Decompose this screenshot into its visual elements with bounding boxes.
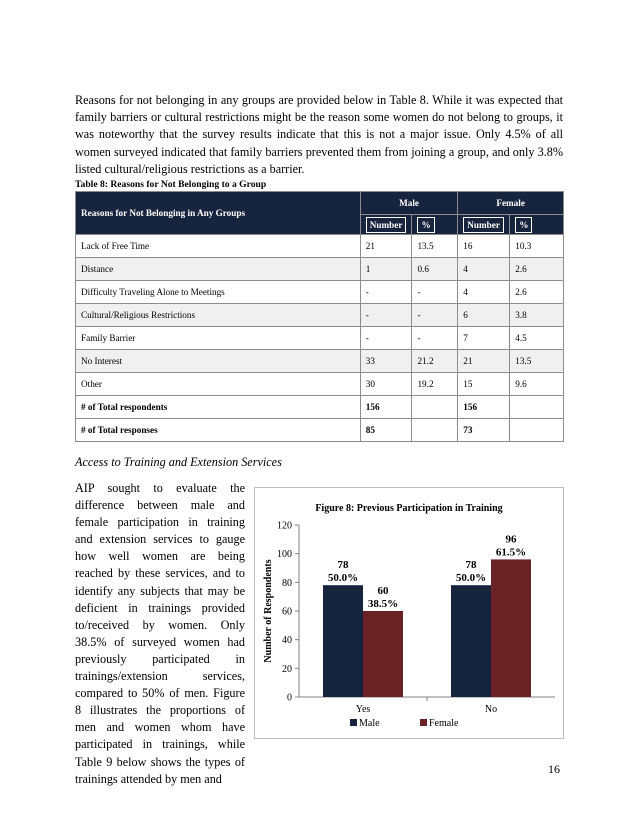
cell-male-number: -	[360, 304, 412, 327]
cell-female-pct: 3.8	[510, 304, 564, 327]
cell-male-pct: 0.6	[412, 258, 458, 281]
cell-empty	[510, 396, 564, 419]
y-tick-label: 100	[277, 549, 292, 561]
cell-female-pct: 2.6	[510, 281, 564, 304]
cell-male-number: 85	[360, 419, 412, 442]
cell-male-pct: -	[412, 327, 458, 350]
table-row	[76, 350, 564, 373]
cell-male-number: -	[360, 281, 412, 304]
row-label: Lack of Free Time	[76, 235, 361, 258]
y-tick-label: 0	[287, 692, 292, 704]
row-label: Family Barrier	[76, 327, 361, 350]
y-axis-label: Number of Respondents	[263, 559, 274, 663]
data-label-percent: 50.0%	[455, 572, 487, 585]
cell-female-number: 15	[458, 373, 510, 396]
cell-female-number: 21	[458, 350, 510, 373]
table-group-female: Female	[458, 192, 564, 215]
cell-male-number: 1	[360, 258, 412, 281]
table-caption: Table 8: Reasons for Not Belonging to a Group	[75, 179, 267, 190]
cell-empty	[510, 419, 564, 442]
table-subheader: Number	[458, 215, 510, 235]
cell-male-pct: -	[412, 304, 458, 327]
row-label: Distance	[76, 258, 361, 281]
cell-male-number: -	[360, 327, 412, 350]
x-tick-label: Yes	[355, 704, 371, 715]
data-label-percent: 38.5%	[367, 598, 399, 610]
cell-female-number: 73	[458, 419, 510, 442]
data-label-value: 60	[377, 585, 389, 597]
cell-male-pct: -	[412, 281, 458, 304]
body-paragraph: AIP sought to evaluate the difference between male and female participation in training and extension services to gauge how well women are being reached by these services, and to identify any subjects that may be deficient in trainings provided to/received by women. Only 38.5% of surveyed women had previously participated in trainings/extension services, compared to 50% of men. Figure 8 illustrates the proportions of men and women whom have participated in trainings, while Table 9 below shows the types of trainings attended by men and	[75, 481, 245, 786]
table-total-row	[76, 419, 564, 442]
bar-female-yes	[363, 611, 403, 697]
cell-female-pct: 4.5	[510, 327, 564, 350]
cell-male-pct: 13.5	[412, 235, 458, 258]
cell-male-number: 156	[360, 396, 412, 419]
cell-empty	[412, 419, 458, 442]
figure-8-chart	[254, 487, 564, 739]
cell-male-number: 30	[360, 373, 412, 396]
cell-female-pct: 10.3	[510, 235, 564, 258]
data-label-percent: 50.0%	[327, 572, 359, 585]
section-heading: Access to Training and Extension Services	[75, 455, 282, 469]
table-row	[76, 304, 564, 327]
table-subheader: %	[510, 215, 564, 235]
y-tick-label: 40	[282, 635, 292, 647]
table-group-male: Male	[360, 192, 457, 215]
legend-swatch-female	[420, 719, 427, 726]
data-label-value: 96	[505, 533, 517, 546]
data-label-percent: 61.5%	[495, 546, 527, 559]
row-label: Difficulty Traveling Alone to Meetings	[76, 281, 361, 304]
cell-male-pct: 19.2	[412, 373, 458, 396]
legend-label-female: Female	[429, 718, 459, 729]
data-label-value: 78	[465, 559, 477, 572]
cell-empty	[412, 396, 458, 419]
y-tick-label: 120	[277, 520, 292, 532]
table-total-row	[76, 396, 564, 419]
cell-female-number: 7	[458, 327, 510, 350]
cell-female-pct: 9.6	[510, 373, 564, 396]
legend-label-male: Male	[359, 718, 380, 729]
cell-female-number: 6	[458, 304, 510, 327]
cell-male-pct: 21.2	[412, 350, 458, 373]
table-row	[76, 281, 564, 304]
cell-female-number: 4	[458, 281, 510, 304]
chart-svg	[255, 488, 563, 738]
bar-male-no	[451, 585, 491, 697]
page-number: 16	[548, 762, 560, 776]
y-tick-label: 80	[282, 577, 292, 589]
cell-male-number: 33	[360, 350, 412, 373]
legend-swatch-male	[350, 719, 357, 726]
table-main-header: Reasons for Not Belonging in Any Groups	[76, 192, 361, 235]
table-row	[76, 235, 564, 258]
table-row	[76, 373, 564, 396]
intro-paragraph: Reasons for not belonging in any groups are provided below in Table 8. While it was expected that family barriers or cultural restrictions might be the reason some women do not belong to groups, it was noteworthy that the survey results indicate that this is not a major issue. Only 4.5% of all women surveyed indicated that family barriers prevented them from joining a group, and only 3.8% listed cultural/religious restrictions as a barrier.	[75, 93, 563, 176]
cell-female-number: 16	[458, 235, 510, 258]
cell-female-pct: 2.6	[510, 258, 564, 281]
x-tick-label: No	[484, 704, 498, 715]
cell-male-number: 21	[360, 235, 412, 258]
cell-female-pct: 13.5	[510, 350, 564, 373]
table-row	[76, 327, 564, 350]
cell-female-number: 4	[458, 258, 510, 281]
row-label: Other	[76, 373, 361, 396]
chart-title: Figure 8: Previous Participation in Training	[315, 503, 503, 514]
row-label: # of Total respondents	[76, 396, 361, 419]
bar-male-yes	[323, 585, 363, 697]
y-tick-label: 60	[282, 606, 292, 618]
cell-female-number: 156	[458, 396, 510, 419]
table-subheader: %	[412, 215, 458, 235]
data-label-value: 78	[337, 559, 349, 572]
bar-female-no	[491, 559, 531, 697]
row-label: # of Total responses	[76, 419, 361, 442]
row-label: No Interest	[76, 350, 361, 373]
table-row	[76, 258, 564, 281]
table-subheader: Number	[360, 215, 412, 235]
y-tick-label: 20	[282, 663, 292, 675]
reasons-table	[75, 191, 564, 442]
row-label: Cultural/Religious Restrictions	[76, 304, 361, 327]
